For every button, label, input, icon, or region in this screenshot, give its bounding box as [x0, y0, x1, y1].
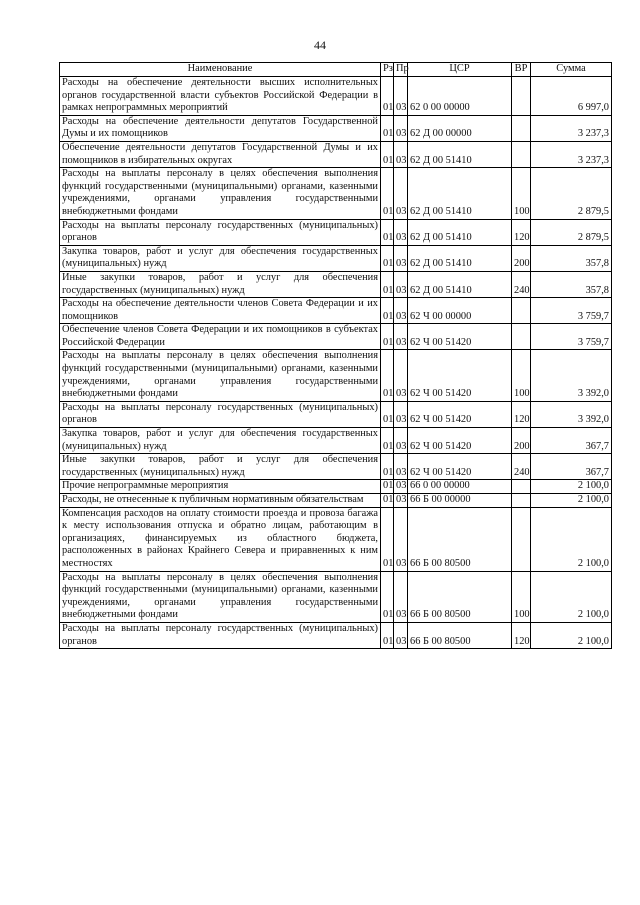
row-rz: 01 [381, 271, 394, 297]
header-rz: Рз [381, 63, 394, 77]
row-sum: 3 392,0 [531, 401, 612, 427]
table-row [60, 77, 612, 116]
row-pr: 03 [394, 454, 408, 480]
table-row [60, 622, 612, 648]
row-sum: 2 100,0 [531, 507, 612, 571]
row-vr [512, 115, 531, 141]
row-pr: 03 [394, 115, 408, 141]
row-pr: 03 [394, 401, 408, 427]
row-name: Компенсация расходов на оплату стоимости проезда и провоза багажа к месту использования отпуска и обратно лицам, работающим в организациях, финансируемых из областного бюджета, расположенных в районах Крайнего Севера и приравненных к ним местностях [60, 507, 381, 571]
row-rz: 01 [381, 168, 394, 219]
row-rz: 01 [381, 350, 394, 401]
page-number: 44 [314, 38, 326, 52]
row-sum: 367,7 [531, 428, 612, 454]
row-sum: 2 100,0 [531, 494, 612, 508]
row-sum: 2 879,5 [531, 219, 612, 245]
row-name: Расходы на выплаты персоналу государственных (муниципальных) органов [60, 219, 381, 245]
row-csr: 66 0 00 00000 [408, 480, 512, 494]
row-pr: 03 [394, 571, 408, 622]
table-row [60, 480, 612, 494]
row-vr [512, 324, 531, 350]
row-rz: 01 [381, 494, 394, 508]
row-sum: 357,8 [531, 245, 612, 271]
row-sum: 3 237,3 [531, 115, 612, 141]
row-rz: 01 [381, 245, 394, 271]
row-csr: 62 Д 00 00000 [408, 115, 512, 141]
row-csr: 62 Д 00 51410 [408, 168, 512, 219]
row-name: Иные закупки товаров, работ и услуг для обеспечения государственных (муниципальных) нужд [60, 271, 381, 297]
table-row [60, 298, 612, 324]
row-pr: 03 [394, 245, 408, 271]
row-rz: 01 [381, 571, 394, 622]
row-name: Расходы, не отнесенные к публичным нормативным обязательствам [60, 494, 381, 508]
row-pr: 03 [394, 428, 408, 454]
row-vr [512, 77, 531, 116]
row-vr: 100 [512, 350, 531, 401]
row-name: Расходы на выплаты персоналу государственных (муниципальных) органов [60, 622, 381, 648]
row-pr: 03 [394, 271, 408, 297]
table-row [60, 428, 612, 454]
row-rz: 01 [381, 401, 394, 427]
row-vr [512, 480, 531, 494]
row-vr [512, 494, 531, 508]
row-csr: 62 Д 00 51410 [408, 219, 512, 245]
row-name: Расходы на обеспечение деятельности депутатов Государственной Думы и их помощников [60, 115, 381, 141]
row-rz: 01 [381, 507, 394, 571]
row-vr [512, 141, 531, 167]
table-row [60, 507, 612, 571]
table-row [60, 115, 612, 141]
row-pr: 03 [394, 494, 408, 508]
row-rz: 01 [381, 298, 394, 324]
row-csr: 62 Ч 00 00000 [408, 298, 512, 324]
table-row [60, 245, 612, 271]
row-csr: 62 Ч 00 51420 [408, 324, 512, 350]
row-vr: 120 [512, 401, 531, 427]
row-sum: 6 997,0 [531, 77, 612, 116]
row-csr: 62 Д 00 51410 [408, 141, 512, 167]
row-vr: 100 [512, 168, 531, 219]
row-rz: 01 [381, 77, 394, 116]
header-csr: ЦСР [408, 63, 512, 77]
row-sum: 3 759,7 [531, 298, 612, 324]
row-name: Расходы на выплаты персоналу в целях обеспечения выполнения функций государственными (муниципальными) органами, казенными учреждениями, органами управления государственными внебюджетными фондами [60, 168, 381, 219]
row-rz: 01 [381, 480, 394, 494]
row-csr: 66 Б 00 80500 [408, 571, 512, 622]
row-sum: 3 392,0 [531, 350, 612, 401]
row-csr: 62 Д 00 51410 [408, 271, 512, 297]
table-row [60, 324, 612, 350]
header-sum: Сумма [531, 63, 612, 77]
header-pr: Пр [394, 63, 408, 77]
row-vr: 240 [512, 454, 531, 480]
row-name: Закупка товаров, работ и услуг для обеспечения государственных (муниципальных) нужд [60, 428, 381, 454]
row-pr: 03 [394, 324, 408, 350]
row-sum: 3 237,3 [531, 141, 612, 167]
row-pr: 03 [394, 77, 408, 116]
row-sum: 367,7 [531, 454, 612, 480]
row-name: Расходы на выплаты персоналу в целях обеспечения выполнения функций государственными (муниципальными) органами, казенными учреждениями, органами управления государственными внебюджетными фондами [60, 571, 381, 622]
row-sum: 2 100,0 [531, 571, 612, 622]
table-header-row [60, 63, 612, 77]
row-csr: 62 Д 00 51410 [408, 245, 512, 271]
row-vr: 200 [512, 428, 531, 454]
row-sum: 2 879,5 [531, 168, 612, 219]
row-name: Расходы на выплаты персоналу в целях обеспечения выполнения функций государственными (муниципальными) органами, казенными учреждениями, органами управления государственными внебюджетными фондами [60, 350, 381, 401]
row-name: Расходы на выплаты персоналу государственных (муниципальных) органов [60, 401, 381, 427]
table-header [60, 63, 612, 77]
row-name: Расходы на обеспечение деятельности членов Совета Федерации и их помощников [60, 298, 381, 324]
row-csr: 62 Ч 00 51420 [408, 401, 512, 427]
table-row [60, 401, 612, 427]
table-row [60, 571, 612, 622]
row-vr [512, 298, 531, 324]
row-csr: 62 Ч 00 51420 [408, 454, 512, 480]
header-vr: ВР [512, 63, 531, 77]
row-rz: 01 [381, 115, 394, 141]
table-row [60, 350, 612, 401]
table-row [60, 219, 612, 245]
table-row [60, 454, 612, 480]
row-vr: 120 [512, 219, 531, 245]
row-rz: 01 [381, 428, 394, 454]
row-name: Иные закупки товаров, работ и услуг для обеспечения государственных (муниципальных) нужд [60, 454, 381, 480]
row-vr: 240 [512, 271, 531, 297]
row-name: Обеспечение деятельности депутатов Государственной Думы и их помощников в избирательных округах [60, 141, 381, 167]
row-rz: 01 [381, 324, 394, 350]
row-sum: 2 100,0 [531, 480, 612, 494]
row-rz: 01 [381, 454, 394, 480]
row-pr: 03 [394, 141, 408, 167]
table-row [60, 494, 612, 508]
row-csr: 62 0 00 00000 [408, 77, 512, 116]
row-pr: 03 [394, 480, 408, 494]
row-rz: 01 [381, 219, 394, 245]
row-csr: 66 Б 00 00000 [408, 494, 512, 508]
row-pr: 03 [394, 298, 408, 324]
row-pr: 03 [394, 622, 408, 648]
budget-table [59, 62, 612, 649]
row-csr: 62 Ч 00 51420 [408, 350, 512, 401]
table-row [60, 168, 612, 219]
row-vr: 100 [512, 571, 531, 622]
row-pr: 03 [394, 507, 408, 571]
row-vr: 120 [512, 622, 531, 648]
row-name: Расходы на обеспечение деятельности высших исполнительных органов государственной власти субъектов Российской Федерации в рамках непрограммных мероприятий [60, 77, 381, 116]
row-sum: 357,8 [531, 271, 612, 297]
row-csr: 62 Ч 00 51420 [408, 428, 512, 454]
header-name: Наименование [60, 63, 381, 77]
row-vr: 200 [512, 245, 531, 271]
table-body [60, 77, 612, 649]
row-pr: 03 [394, 350, 408, 401]
table-row [60, 271, 612, 297]
table-row [60, 141, 612, 167]
row-name: Закупка товаров, работ и услуг для обеспечения государственных (муниципальных) нужд [60, 245, 381, 271]
row-vr [512, 507, 531, 571]
row-name: Прочие непрограммные мероприятия [60, 480, 381, 494]
row-rz: 01 [381, 141, 394, 167]
row-rz: 01 [381, 622, 394, 648]
row-name: Обеспечение членов Совета Федерации и их помощников в субъектах Российской Федерации [60, 324, 381, 350]
row-pr: 03 [394, 168, 408, 219]
row-pr: 03 [394, 219, 408, 245]
row-csr: 66 Б 00 80500 [408, 622, 512, 648]
row-sum: 2 100,0 [531, 622, 612, 648]
row-sum: 3 759,7 [531, 324, 612, 350]
row-csr: 66 Б 00 80500 [408, 507, 512, 571]
